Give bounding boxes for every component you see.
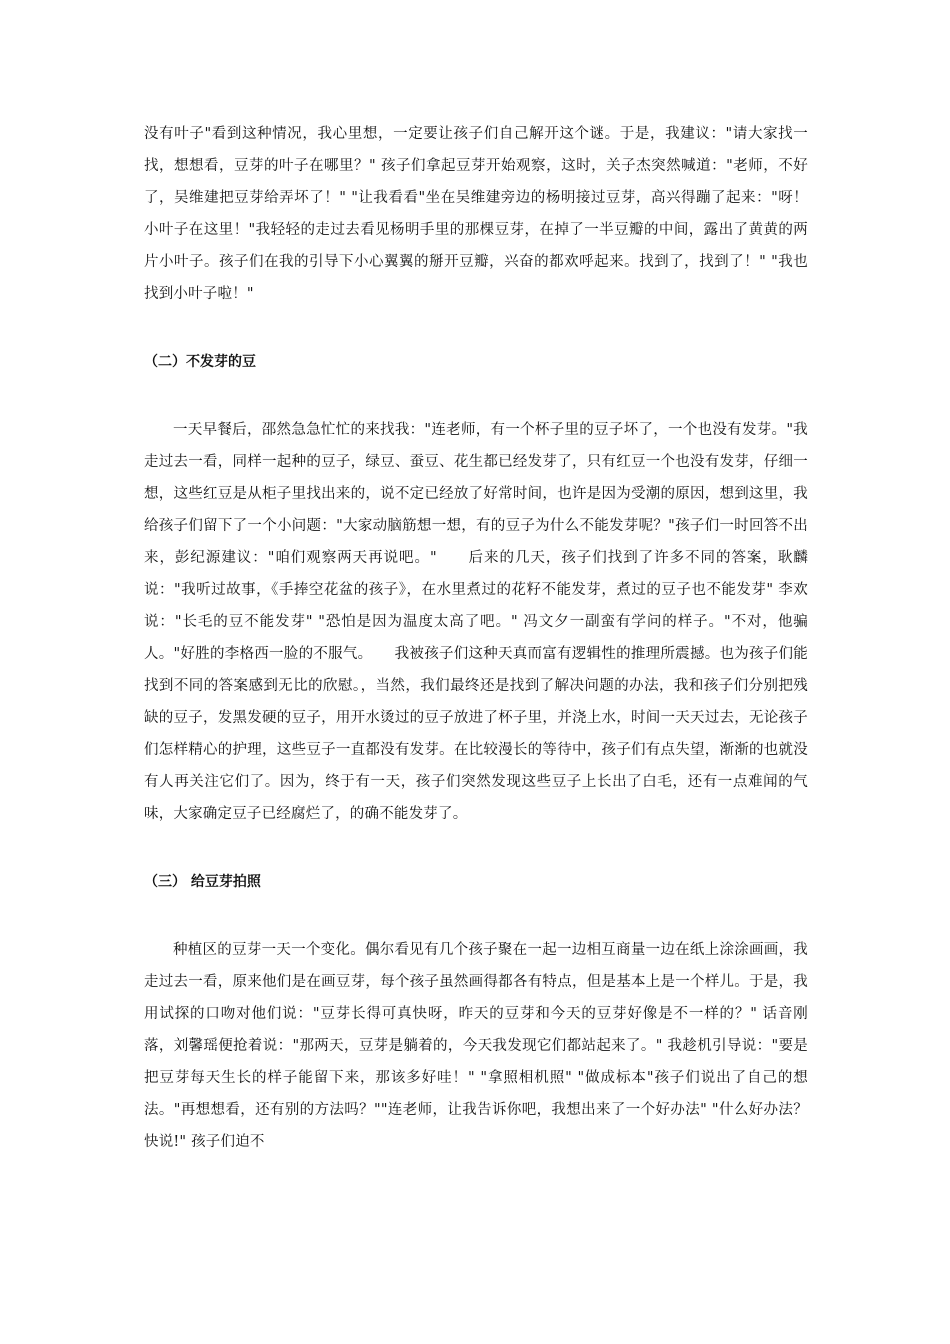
paragraph-beans-not-sprouting: 一天早餐后，邵然急急忙忙的来找我："连老师，有一个杯子里的豆子坏了，一个也没有发芽。"我走过去一看，同样一起种的豆子，绿豆、蚕豆、花生都已经发芽了，只有红豆一个也没有发芽，仔细一想，这些红豆是从柜子里找出来的，说不定已经放了好常时间，也许是因为受潮的原因，想到这里，我给孩子们留下了一个小问题："大家动脑筋想一想，有的豆子为什么不能发芽呢？"孩子们一时回答不出来，彭纪源建议："咱们观察两天再说吧。" 后来的几天，孩子们找到了许多不同的答案，耿麟说："我听过故事，《手捧空花盆的孩子》，在水里煮过的花籽不能发芽，煮过的豆子也不能发芽" 李欢说："长毛的豆不能发芽" "恐怕是因为温度太高了吧。" 冯文夕一副蛮有学问的样子。"不对，他骗人。"好胜的李格西一脸的不服气。 我被孩子们这种天真而富有逻辑性的推理所震撼。也为孩子们能找到不同的答案感到无比的欣慰。，当然，我们最终还是找到了解决问题的办法，我和孩子们分别把残缺的豆子，发黑发硬的豆子，用开水烫过的豆子放进了杯子里，并浇上水，时间一天天过去，无论孩子们怎样精心的护理，这些豆子一直都没有发芽。在比较漫长的等待中，孩子们有点失望，渐渐的也就没有人再关注它们了。因为，终于有一天，孩子们突然发现这些豆子上长出了白毛，还有一点难闻的气味，大家确定豆子已经腐烂了，的确不能发芽了。 [144, 422, 808, 822]
paragraph-leaves-found: 没有叶子"看到这种情况，我心里想，一定要让孩子们自己解开这个谜。于是，我建议："请大家找一找，想想看，豆芽的叶子在哪里？" 孩子们拿起豆芽开始观察，这时，关子杰突然喊道："老师，不好了，吴维建把豆芽给弄坏了！" "让我看看"坐在吴维建旁边的杨明接过豆芽，高兴得蹦了起来："呀！小叶子在这里！"我轻轻的走过去看见杨明手里的那棵豆芽，在掉了一半豆瓣的中间，露出了黄黄的两片小叶子。孩子们在我的引导下小心翼翼的掰开豆瓣，兴奋的都欢呼起来。找到了，找到了！" "我也找到小叶子啦！" [144, 126, 808, 302]
section-heading-2: （二）不发芽的豆 [144, 354, 256, 370]
spacer [144, 310, 808, 352]
paragraph-photographing-sprouts: 种植区的豆芽一天一个变化。偶尔看见有几个孩子聚在一起一边相互商量一边在纸上涂涂画画，我走过去一看，原来他们是在画豆芽，每个孩子虽然画得都各有特点，但是基本上是一个样儿。于是，我用试探的口吻对他们说："豆芽长得可真快呀，昨天的豆芽和今天的豆芽好像是不一样的？" 话音刚落，刘馨瑶便抢着说："那两天，豆芽是躺着的，今天我发现它们都站起来了。" 我趁机引导说："要是把豆芽每天生长的样子能留下来，那该多好哇！" "拿照相机照" "做成标本"孩子们说出了自己的想法。"再想想看，还有别的方法吗？""连老师，让我告诉你吧，我想出来了一个好办法" "什么好办法？快说!" 孩子们迫不 [144, 942, 808, 1150]
document-page [144, 118, 808, 1158]
section-heading-3: （三） 给豆芽拍照 [144, 874, 261, 890]
spacer [144, 830, 808, 872]
spacer [144, 892, 808, 934]
spacer [144, 372, 808, 414]
